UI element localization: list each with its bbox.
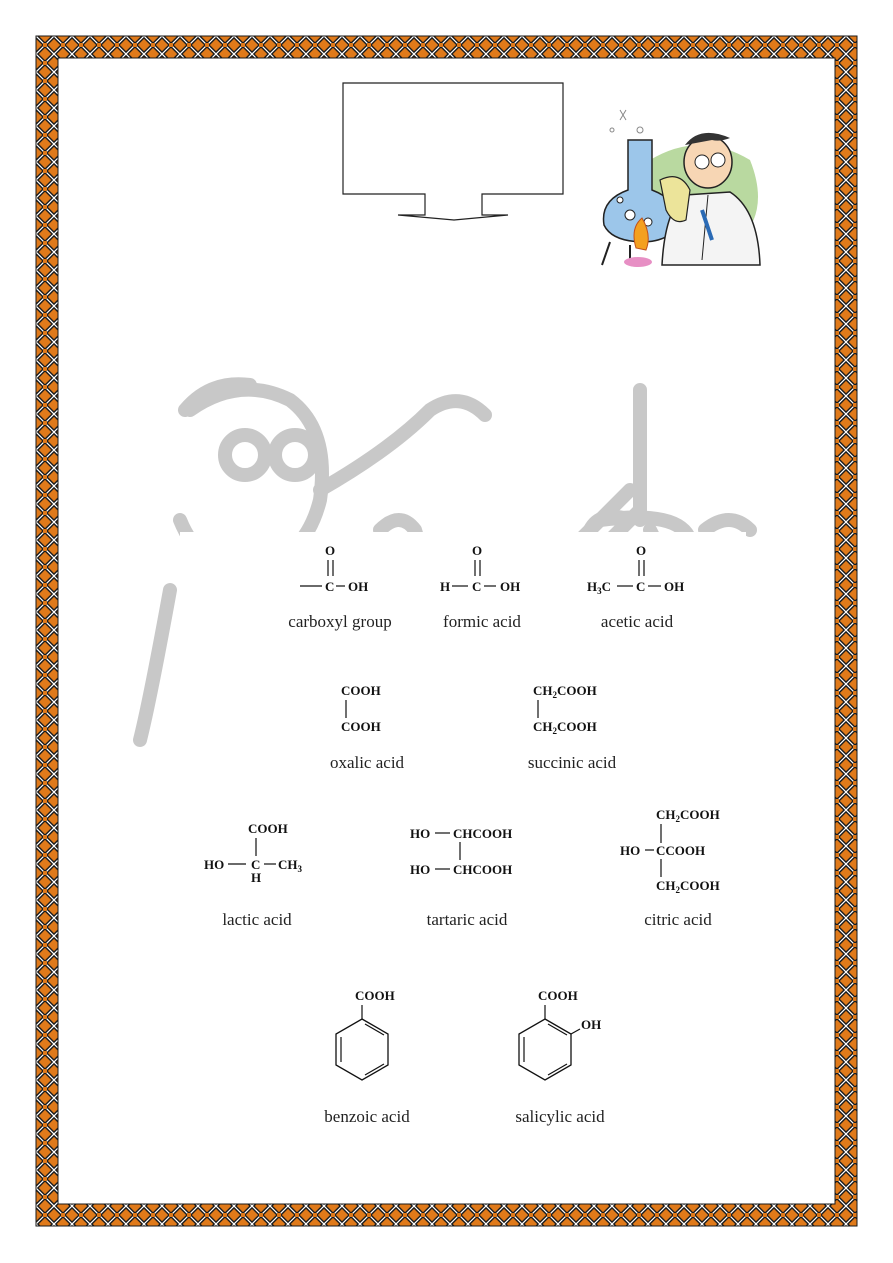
svg-text:COOH: COOH (248, 821, 288, 836)
arrow-callout-box (340, 80, 568, 222)
svg-text:HO: HO (410, 826, 431, 841)
svg-text:C: C (325, 579, 335, 594)
citric-acid-structure (618, 803, 748, 898)
oxalic-acid-structure (338, 680, 408, 740)
svg-text:CH3: $CH_3$ (278, 857, 302, 874)
scientist-with-flask-icon (590, 100, 770, 272)
label-tartaric-acid: tartaric acid (426, 910, 508, 929)
label-succinic-acid: succinic acid (527, 753, 617, 772)
svg-text:C: C (251, 857, 261, 872)
svg-text:O: O (325, 543, 336, 558)
svg-text:C: C (636, 579, 646, 594)
svg-text:H: H (440, 579, 451, 594)
svg-text:CHCOOH: CHCOOH (453, 826, 513, 841)
svg-text:HO: HO (620, 843, 641, 858)
svg-text:H: H (251, 870, 262, 885)
svg-text:HO: HO (204, 857, 225, 872)
svg-text:OH: OH (348, 579, 369, 594)
svg-text:O: O (636, 543, 647, 558)
svg-text:OH: OH (500, 579, 521, 594)
label-salicylic-acid: salicylic acid (515, 1107, 605, 1126)
svg-text:C: C (472, 579, 482, 594)
label-benzoic-acid: benzoic acid (324, 1107, 410, 1126)
formic-acid-structure (438, 540, 538, 600)
label-acetic-acid: acetic acid (600, 612, 674, 631)
svg-text:HO: HO (410, 862, 431, 877)
svg-text:CH2COOH: $CH_2COOH$ (533, 683, 597, 700)
svg-text:COOH: COOH (341, 683, 381, 698)
svg-text:COOH: COOH (538, 988, 578, 1003)
label-citric-acid: citric acid (644, 910, 712, 929)
succinic-acid-structure (530, 680, 630, 740)
svg-text:CH2COOH: $CH_2COOH$ (533, 719, 597, 736)
svg-text:CH2COOH: $CH_2COOH$ (656, 807, 720, 824)
svg-text:CH2COOH: $CH_2COOH$ (656, 878, 720, 895)
carboxyl-group-structure (290, 540, 390, 600)
salicylic-acid-structure (508, 985, 618, 1085)
svg-text:O: O (472, 543, 483, 558)
tartaric-acid-structure (408, 822, 538, 882)
label-formic-acid: formic acid (443, 612, 521, 631)
label-oxalic-acid: oxalic acid (329, 753, 405, 772)
svg-text:COOH: COOH (341, 719, 381, 734)
benzoic-acid-structure (325, 985, 415, 1085)
svg-text:H3C: $H_3C$ (587, 579, 612, 596)
lactic-acid-structure (202, 818, 322, 888)
svg-text:COOH: COOH (355, 988, 395, 1003)
svg-text:CCOOH: CCOOH (656, 843, 706, 858)
svg-text:CHCOOH: CHCOOH (453, 862, 513, 877)
svg-text:OH: OH (581, 1017, 602, 1032)
label-carboxyl-group: carboxyl group (288, 612, 392, 631)
svg-text:OH: OH (664, 579, 685, 594)
label-lactic-acid: lactic acid (222, 910, 292, 929)
acetic-acid-structure (585, 540, 695, 600)
